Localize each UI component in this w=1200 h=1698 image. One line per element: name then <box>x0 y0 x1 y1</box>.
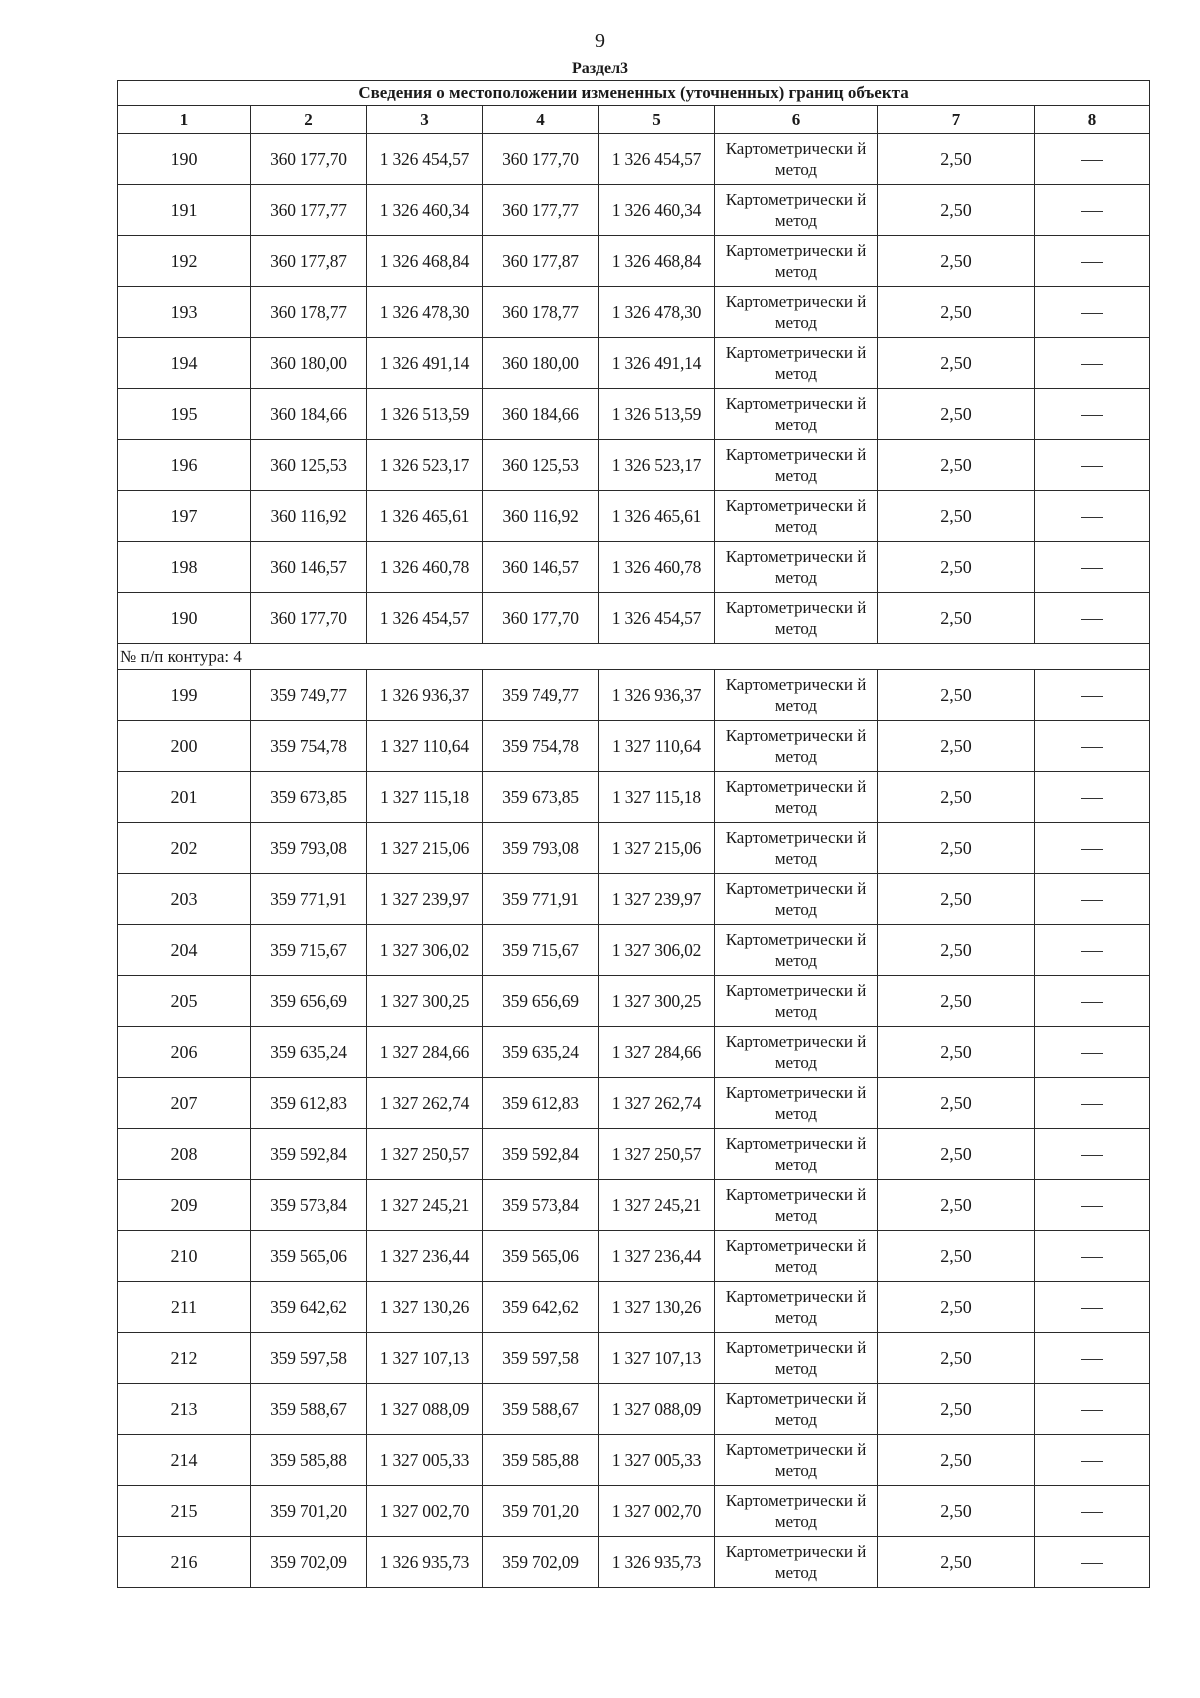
column-numbers-row <box>118 106 1150 134</box>
y-new-cell: 1 326 935,73 <box>599 1537 715 1588</box>
precision-cell: 2,50 <box>878 1486 1035 1537</box>
dash-mark <box>1081 211 1103 212</box>
table-row <box>118 287 1150 338</box>
coordinates-table <box>117 80 1150 1588</box>
dash-mark <box>1081 1104 1103 1105</box>
column-number: 4 <box>483 106 599 134</box>
y-existing-cell: 1 327 245,21 <box>367 1180 483 1231</box>
description-cell <box>1035 1435 1150 1486</box>
point-number-cell: 211 <box>118 1282 251 1333</box>
column-number: 2 <box>251 106 367 134</box>
precision-cell: 2,50 <box>878 874 1035 925</box>
x-existing-cell: 360 180,00 <box>251 338 367 389</box>
description-cell <box>1035 491 1150 542</box>
precision-cell: 2,50 <box>878 542 1035 593</box>
point-number-cell: 197 <box>118 491 251 542</box>
dash-mark <box>1081 1563 1103 1564</box>
y-existing-cell: 1 326 468,84 <box>367 236 483 287</box>
x-existing-cell: 360 177,70 <box>251 134 367 185</box>
point-number-cell: 207 <box>118 1078 251 1129</box>
precision-cell: 2,50 <box>878 1027 1035 1078</box>
method-cell: Картометрически й метод <box>715 1486 878 1537</box>
x-new-cell: 360 177,87 <box>483 236 599 287</box>
y-new-cell: 1 327 250,57 <box>599 1129 715 1180</box>
table-row <box>118 823 1150 874</box>
method-cell: Картометрически й метод <box>715 542 878 593</box>
table-row <box>118 440 1150 491</box>
y-existing-cell: 1 327 088,09 <box>367 1384 483 1435</box>
method-cell: Картометрически й метод <box>715 593 878 644</box>
y-existing-cell: 1 327 107,13 <box>367 1333 483 1384</box>
dash-mark <box>1081 517 1103 518</box>
x-existing-cell: 360 116,92 <box>251 491 367 542</box>
precision-cell: 2,50 <box>878 491 1035 542</box>
y-existing-cell: 1 327 250,57 <box>367 1129 483 1180</box>
method-cell: Картометрически й метод <box>715 976 878 1027</box>
dash-mark <box>1081 900 1103 901</box>
table-row <box>118 925 1150 976</box>
table-row <box>118 670 1150 721</box>
dash-mark <box>1081 1053 1103 1054</box>
method-cell: Картометрически й метод <box>715 1537 878 1588</box>
x-new-cell: 359 749,77 <box>483 670 599 721</box>
y-new-cell: 1 327 245,21 <box>599 1180 715 1231</box>
point-number-cell: 195 <box>118 389 251 440</box>
y-new-cell: 1 326 454,57 <box>599 593 715 644</box>
x-new-cell: 359 597,58 <box>483 1333 599 1384</box>
table-row <box>118 1180 1150 1231</box>
y-new-cell: 1 327 300,25 <box>599 976 715 1027</box>
description-cell <box>1035 1231 1150 1282</box>
y-existing-cell: 1 327 300,25 <box>367 976 483 1027</box>
dash-mark <box>1081 313 1103 314</box>
x-new-cell: 360 116,92 <box>483 491 599 542</box>
description-cell <box>1035 670 1150 721</box>
column-number: 1 <box>118 106 251 134</box>
dash-mark <box>1081 849 1103 850</box>
y-new-cell: 1 327 306,02 <box>599 925 715 976</box>
precision-cell: 2,50 <box>878 338 1035 389</box>
method-cell: Картометрически й метод <box>715 1231 878 1282</box>
x-existing-cell: 359 588,67 <box>251 1384 367 1435</box>
x-existing-cell: 359 754,78 <box>251 721 367 772</box>
y-existing-cell: 1 326 478,30 <box>367 287 483 338</box>
method-cell: Картометрически й метод <box>715 134 878 185</box>
y-existing-cell: 1 326 936,37 <box>367 670 483 721</box>
description-cell <box>1035 1333 1150 1384</box>
dash-mark <box>1081 415 1103 416</box>
dash-mark <box>1081 1155 1103 1156</box>
table-row <box>118 1129 1150 1180</box>
y-existing-cell: 1 326 465,61 <box>367 491 483 542</box>
point-number-cell: 209 <box>118 1180 251 1231</box>
y-new-cell: 1 326 460,78 <box>599 542 715 593</box>
precision-cell: 2,50 <box>878 1333 1035 1384</box>
point-number-cell: 208 <box>118 1129 251 1180</box>
x-existing-cell: 360 177,70 <box>251 593 367 644</box>
precision-cell: 2,50 <box>878 389 1035 440</box>
y-new-cell: 1 326 465,61 <box>599 491 715 542</box>
precision-cell: 2,50 <box>878 925 1035 976</box>
x-existing-cell: 359 592,84 <box>251 1129 367 1180</box>
contour-label: № п/п контура: 4 <box>118 644 1150 670</box>
method-cell: Картометрически й метод <box>715 1078 878 1129</box>
point-number-cell: 196 <box>118 440 251 491</box>
description-cell <box>1035 542 1150 593</box>
dash-mark <box>1081 1206 1103 1207</box>
x-new-cell: 359 635,24 <box>483 1027 599 1078</box>
x-new-cell: 360 146,57 <box>483 542 599 593</box>
method-cell: Картометрически й метод <box>715 1333 878 1384</box>
description-cell <box>1035 874 1150 925</box>
dash-mark <box>1081 951 1103 952</box>
table-row <box>118 772 1150 823</box>
table-row <box>118 1027 1150 1078</box>
precision-cell: 2,50 <box>878 1537 1035 1588</box>
y-new-cell: 1 326 454,57 <box>599 134 715 185</box>
dash-mark <box>1081 568 1103 569</box>
x-existing-cell: 360 177,87 <box>251 236 367 287</box>
dash-mark <box>1081 1359 1103 1360</box>
point-number-cell: 200 <box>118 721 251 772</box>
description-cell <box>1035 1384 1150 1435</box>
y-new-cell: 1 327 110,64 <box>599 721 715 772</box>
method-cell: Картометрически й метод <box>715 287 878 338</box>
precision-cell: 2,50 <box>878 772 1035 823</box>
x-existing-cell: 359 656,69 <box>251 976 367 1027</box>
point-number-cell: 214 <box>118 1435 251 1486</box>
method-cell: Картометрически й метод <box>715 823 878 874</box>
point-number-cell: 191 <box>118 185 251 236</box>
table-row <box>118 134 1150 185</box>
precision-cell: 2,50 <box>878 976 1035 1027</box>
table-caption-row <box>118 81 1150 106</box>
point-number-cell: 206 <box>118 1027 251 1078</box>
precision-cell: 2,50 <box>878 670 1035 721</box>
x-existing-cell: 360 146,57 <box>251 542 367 593</box>
precision-cell: 2,50 <box>878 593 1035 644</box>
dash-mark <box>1081 696 1103 697</box>
description-cell <box>1035 925 1150 976</box>
method-cell: Картометрически й метод <box>715 389 878 440</box>
table-row <box>118 721 1150 772</box>
description-cell <box>1035 338 1150 389</box>
point-number-cell: 192 <box>118 236 251 287</box>
x-new-cell: 360 177,70 <box>483 134 599 185</box>
x-new-cell: 360 180,00 <box>483 338 599 389</box>
table-row <box>118 185 1150 236</box>
x-existing-cell: 359 612,83 <box>251 1078 367 1129</box>
precision-cell: 2,50 <box>878 1384 1035 1435</box>
y-new-cell: 1 326 468,84 <box>599 236 715 287</box>
x-existing-cell: 359 715,67 <box>251 925 367 976</box>
point-number-cell: 210 <box>118 1231 251 1282</box>
table-row <box>118 389 1150 440</box>
y-new-cell: 1 326 513,59 <box>599 389 715 440</box>
table-row <box>118 1333 1150 1384</box>
description-cell <box>1035 721 1150 772</box>
y-new-cell: 1 326 523,17 <box>599 440 715 491</box>
point-number-cell: 199 <box>118 670 251 721</box>
x-new-cell: 359 612,83 <box>483 1078 599 1129</box>
y-existing-cell: 1 326 523,17 <box>367 440 483 491</box>
dash-mark <box>1081 1002 1103 1003</box>
x-existing-cell: 359 793,08 <box>251 823 367 874</box>
method-cell: Картометрически й метод <box>715 772 878 823</box>
table-row <box>118 1282 1150 1333</box>
dash-mark <box>1081 619 1103 620</box>
precision-cell: 2,50 <box>878 1435 1035 1486</box>
x-new-cell: 359 754,78 <box>483 721 599 772</box>
point-number-cell: 193 <box>118 287 251 338</box>
method-cell: Картометрически й метод <box>715 721 878 772</box>
precision-cell: 2,50 <box>878 236 1035 287</box>
precision-cell: 2,50 <box>878 185 1035 236</box>
x-new-cell: 359 715,67 <box>483 925 599 976</box>
y-existing-cell: 1 326 454,57 <box>367 134 483 185</box>
y-new-cell: 1 327 215,06 <box>599 823 715 874</box>
y-existing-cell: 1 326 513,59 <box>367 389 483 440</box>
method-cell: Картометрически й метод <box>715 1282 878 1333</box>
method-cell: Картометрически й метод <box>715 185 878 236</box>
y-existing-cell: 1 326 935,73 <box>367 1537 483 1588</box>
point-number-cell: 198 <box>118 542 251 593</box>
precision-cell: 2,50 <box>878 1231 1035 1282</box>
y-new-cell: 1 326 478,30 <box>599 287 715 338</box>
y-existing-cell: 1 327 005,33 <box>367 1435 483 1486</box>
contour-label-row <box>118 644 1150 670</box>
description-cell <box>1035 1486 1150 1537</box>
y-existing-cell: 1 327 110,64 <box>367 721 483 772</box>
x-existing-cell: 359 565,06 <box>251 1231 367 1282</box>
x-new-cell: 359 702,09 <box>483 1537 599 1588</box>
x-existing-cell: 359 749,77 <box>251 670 367 721</box>
table-row <box>118 236 1150 287</box>
x-existing-cell: 359 635,24 <box>251 1027 367 1078</box>
y-existing-cell: 1 327 115,18 <box>367 772 483 823</box>
table-row <box>118 976 1150 1027</box>
method-cell: Картометрически й метод <box>715 874 878 925</box>
point-number-cell: 202 <box>118 823 251 874</box>
table-row <box>118 874 1150 925</box>
method-cell: Картометрически й метод <box>715 1384 878 1435</box>
y-new-cell: 1 326 460,34 <box>599 185 715 236</box>
dash-mark <box>1081 1257 1103 1258</box>
table-row <box>118 1435 1150 1486</box>
y-new-cell: 1 327 005,33 <box>599 1435 715 1486</box>
x-existing-cell: 360 184,66 <box>251 389 367 440</box>
description-cell <box>1035 440 1150 491</box>
y-new-cell: 1 327 262,74 <box>599 1078 715 1129</box>
x-existing-cell: 359 702,09 <box>251 1537 367 1588</box>
dash-mark <box>1081 466 1103 467</box>
y-new-cell: 1 327 239,97 <box>599 874 715 925</box>
y-new-cell: 1 327 130,26 <box>599 1282 715 1333</box>
x-new-cell: 360 177,77 <box>483 185 599 236</box>
x-new-cell: 359 793,08 <box>483 823 599 874</box>
y-existing-cell: 1 327 262,74 <box>367 1078 483 1129</box>
method-cell: Картометрически й метод <box>715 236 878 287</box>
column-number: 7 <box>878 106 1035 134</box>
x-new-cell: 359 588,67 <box>483 1384 599 1435</box>
description-cell <box>1035 287 1150 338</box>
precision-cell: 2,50 <box>878 721 1035 772</box>
x-existing-cell: 360 125,53 <box>251 440 367 491</box>
x-new-cell: 360 177,70 <box>483 593 599 644</box>
x-new-cell: 359 701,20 <box>483 1486 599 1537</box>
y-new-cell: 1 326 936,37 <box>599 670 715 721</box>
x-new-cell: 359 573,84 <box>483 1180 599 1231</box>
y-existing-cell: 1 326 491,14 <box>367 338 483 389</box>
point-number-cell: 194 <box>118 338 251 389</box>
column-number: 8 <box>1035 106 1150 134</box>
x-existing-cell: 359 597,58 <box>251 1333 367 1384</box>
dash-mark <box>1081 798 1103 799</box>
y-new-cell: 1 327 284,66 <box>599 1027 715 1078</box>
y-new-cell: 1 326 491,14 <box>599 338 715 389</box>
x-existing-cell: 360 178,77 <box>251 287 367 338</box>
dash-mark <box>1081 1308 1103 1309</box>
dash-mark <box>1081 262 1103 263</box>
x-new-cell: 359 771,91 <box>483 874 599 925</box>
x-new-cell: 360 184,66 <box>483 389 599 440</box>
point-number-cell: 213 <box>118 1384 251 1435</box>
method-cell: Картометрически й метод <box>715 338 878 389</box>
precision-cell: 2,50 <box>878 1282 1035 1333</box>
precision-cell: 2,50 <box>878 287 1035 338</box>
x-new-cell: 359 585,88 <box>483 1435 599 1486</box>
dash-mark <box>1081 1512 1103 1513</box>
method-cell: Картометрически й метод <box>715 925 878 976</box>
y-existing-cell: 1 326 460,34 <box>367 185 483 236</box>
x-existing-cell: 359 585,88 <box>251 1435 367 1486</box>
description-cell <box>1035 1027 1150 1078</box>
y-existing-cell: 1 327 002,70 <box>367 1486 483 1537</box>
description-cell <box>1035 1129 1150 1180</box>
table-row <box>118 593 1150 644</box>
description-cell <box>1035 1078 1150 1129</box>
description-cell <box>1035 389 1150 440</box>
method-cell: Картометрически й метод <box>715 491 878 542</box>
x-new-cell: 360 178,77 <box>483 287 599 338</box>
section-title: Раздел3 <box>571 60 629 77</box>
point-number-cell: 212 <box>118 1333 251 1384</box>
description-cell <box>1035 823 1150 874</box>
table-row <box>118 1078 1150 1129</box>
table-row <box>118 338 1150 389</box>
point-number-cell: 201 <box>118 772 251 823</box>
point-number-cell: 190 <box>118 134 251 185</box>
y-new-cell: 1 327 107,13 <box>599 1333 715 1384</box>
table-row <box>118 491 1150 542</box>
y-new-cell: 1 327 115,18 <box>599 772 715 823</box>
point-number-cell: 216 <box>118 1537 251 1588</box>
y-existing-cell: 1 327 239,97 <box>367 874 483 925</box>
precision-cell: 2,50 <box>878 823 1035 874</box>
x-existing-cell: 359 673,85 <box>251 772 367 823</box>
table-caption: Сведения о местоположении измененных (уточненных) границ объекта <box>118 81 1150 106</box>
description-cell <box>1035 1282 1150 1333</box>
table-row <box>118 542 1150 593</box>
x-new-cell: 359 565,06 <box>483 1231 599 1282</box>
table-row <box>118 1231 1150 1282</box>
point-number-cell: 190 <box>118 593 251 644</box>
description-cell <box>1035 976 1150 1027</box>
y-existing-cell: 1 327 306,02 <box>367 925 483 976</box>
y-new-cell: 1 327 236,44 <box>599 1231 715 1282</box>
y-existing-cell: 1 327 215,06 <box>367 823 483 874</box>
table-row <box>118 1384 1150 1435</box>
column-number: 3 <box>367 106 483 134</box>
point-number-cell: 204 <box>118 925 251 976</box>
x-new-cell: 359 673,85 <box>483 772 599 823</box>
method-cell: Картометрически й метод <box>715 440 878 491</box>
precision-cell: 2,50 <box>878 1180 1035 1231</box>
y-existing-cell: 1 327 284,66 <box>367 1027 483 1078</box>
x-existing-cell: 359 573,84 <box>251 1180 367 1231</box>
method-cell: Картометрически й метод <box>715 1129 878 1180</box>
precision-cell: 2,50 <box>878 1129 1035 1180</box>
x-existing-cell: 359 771,91 <box>251 874 367 925</box>
y-new-cell: 1 327 002,70 <box>599 1486 715 1537</box>
method-cell: Картометрически й метод <box>715 1180 878 1231</box>
precision-cell: 2,50 <box>878 134 1035 185</box>
description-cell <box>1035 1180 1150 1231</box>
dash-mark <box>1081 1461 1103 1462</box>
method-cell: Картометрически й метод <box>715 670 878 721</box>
description-cell <box>1035 1537 1150 1588</box>
precision-cell: 2,50 <box>878 440 1035 491</box>
description-cell <box>1035 185 1150 236</box>
method-cell: Картометрически й метод <box>715 1435 878 1486</box>
x-new-cell: 359 592,84 <box>483 1129 599 1180</box>
point-number-cell: 205 <box>118 976 251 1027</box>
dash-mark <box>1081 1410 1103 1411</box>
y-existing-cell: 1 327 130,26 <box>367 1282 483 1333</box>
dash-mark <box>1081 160 1103 161</box>
description-cell <box>1035 593 1150 644</box>
y-existing-cell: 1 327 236,44 <box>367 1231 483 1282</box>
table-row <box>118 1537 1150 1588</box>
x-new-cell: 359 656,69 <box>483 976 599 1027</box>
dash-mark <box>1081 364 1103 365</box>
x-new-cell: 359 642,62 <box>483 1282 599 1333</box>
column-number: 5 <box>599 106 715 134</box>
page-number: 9 <box>595 30 605 52</box>
description-cell <box>1035 134 1150 185</box>
x-new-cell: 360 125,53 <box>483 440 599 491</box>
y-existing-cell: 1 326 454,57 <box>367 593 483 644</box>
precision-cell: 2,50 <box>878 1078 1035 1129</box>
x-existing-cell: 359 642,62 <box>251 1282 367 1333</box>
column-number: 6 <box>715 106 878 134</box>
y-existing-cell: 1 326 460,78 <box>367 542 483 593</box>
x-existing-cell: 360 177,77 <box>251 185 367 236</box>
description-cell <box>1035 772 1150 823</box>
table-row <box>118 1486 1150 1537</box>
x-existing-cell: 359 701,20 <box>251 1486 367 1537</box>
point-number-cell: 203 <box>118 874 251 925</box>
point-number-cell: 215 <box>118 1486 251 1537</box>
description-cell <box>1035 236 1150 287</box>
y-new-cell: 1 327 088,09 <box>599 1384 715 1435</box>
method-cell: Картометрически й метод <box>715 1027 878 1078</box>
dash-mark <box>1081 747 1103 748</box>
